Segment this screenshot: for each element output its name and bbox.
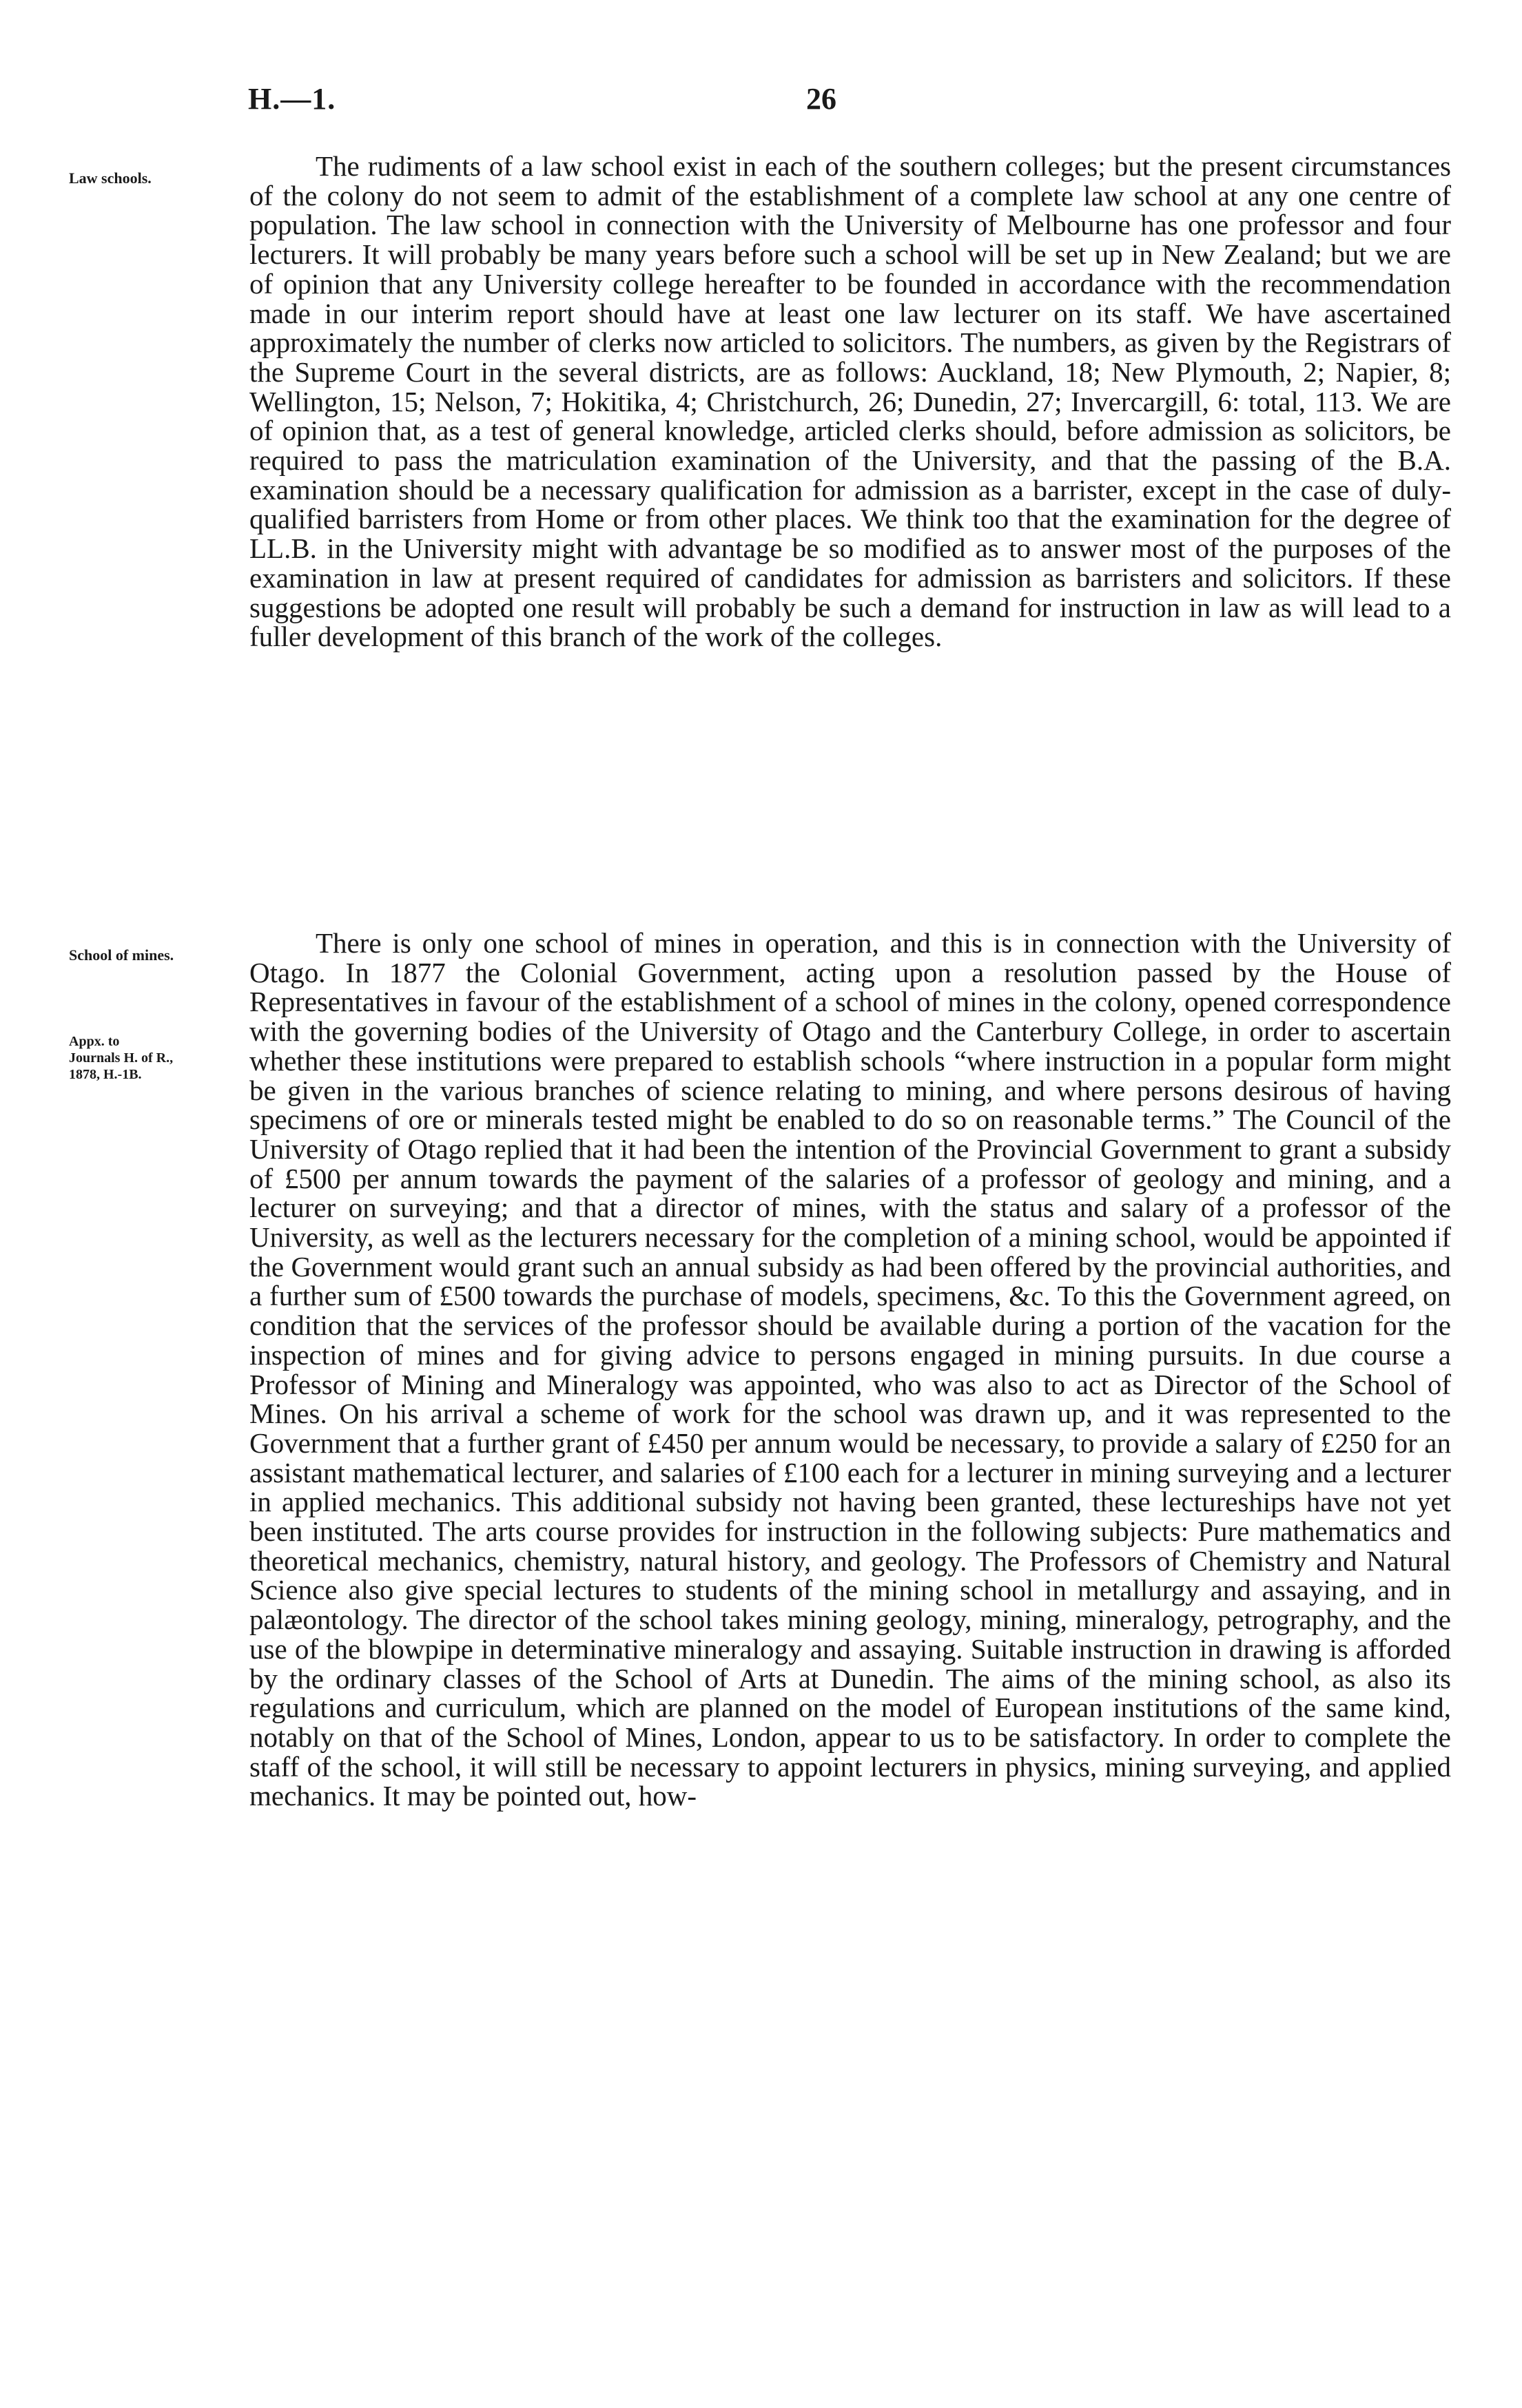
margin-note-school-of-mines: School of mines. bbox=[69, 946, 174, 964]
paragraph-school-of-mines: There is only one school of mines in operation, and this is in connection with the University of Otago. In 1877 the Colonial Government, acting upon a resolution passed by the House of Representatives in favour of the establishment of a school of mines in the colony, opened correspondence with the governing bodies of the University of Otago and the Canterbury College, in order to ascertain whether these institutions were prepared to establish schools “where instruction in a popular form might be given in the various branches of science relating to mining, and where persons desirous of having specimens of ore or minerals tested might be enabled to do so on reasonable terms.” The Council of the University of Otago replied that it had been the intention of the Provincial Government to grant a subsidy of £500 per annum towards the payment of the salaries of a professor of geology and mining, and a lecturer on surveying; and that a director of mines, with the status and salary of a professor of the University, as well as the lecturers necessary for the completion of a mining school, would be appointed if the Government would grant such an annual subsidy as had been offered by the provincial authorities, and a further sum of £500 towards the purchase of models, specimens, &c. To this the Government agreed, on condition that the services of the professor should be available during a portion of the vacation for the inspection of mines and for giving advice to persons engaged in mining pursuits. In due course a Professor of Mining and Mineralogy was appointed, who was also to act as Director of the School of Mines. On his arrival a scheme of work for the school was drawn up, and it was represented to the Government that a further grant of £450 per annum would be necessary, to provide a salary of £250 for an assistant mathematical lecturer, and salaries of £100 each for a lecturer in mining surveying and a lecturer in applied mechanics. This additional subsidy not having been granted, these lectureships have not yet been instituted. The arts course provides for instruction in the following subjects: Pure mathematics and theoretical mechanics, chemistry, natural history, and geology. The Professors of Chemistry and Natural Science also give special lectures to students of the mining school in metallurgy and assaying, and in palæontology. The director of the school takes mining geology, mining, mineralogy, petrography, and the use of the blowpipe in determinative mineralogy and assaying. Suitable instruction in drawing is afforded by the ordinary classes of the School of Arts at Dunedin. The aims of the mining school, as also its regulations and curriculum, which are planned on the model of European institutions of the same kind, notably on that of the School of Mines, London, appear to us to be satisfactory. In order to complete the staff of the school, it will still be necessary to appoint lecturers in physics, mining surveying, and applied mechanics. It may be pointed out, how- bbox=[249, 927, 1451, 1812]
margin-note-appx-line2: Journals H. of R., bbox=[69, 1050, 174, 1066]
margin-note-appx-line3: 1878, H.-1B. bbox=[69, 1067, 142, 1082]
body-section-school-of-mines bbox=[249, 928, 1451, 1811]
paragraph-law-schools: The rudiments of a law school exist in each of the southern colleges; but the present circumstances of the colony do not seem to admit of the establishment of a complete law school at any one centre of population. The law school in connection with the University of Melbourne has one professor and four lecturers. It will probably be many years before such a school will be set up in New Zealand; but we are of opinion that any University college hereafter to be founded in accordance with the recommendation made in our interim report should have at least one law lecturer on its staff. We have ascertained approximately the number of clerks now articled to solicitors. The numbers, as given by the Registrars of the Supreme Court in the several districts, are as follows: Auckland, 18; New Plymouth, 2; Napier, 8; Wellington, 15; Nelson, 7; Hokitika, 4; Christchurch, 26; Dunedin, 27; Invercargill, 6: total, 113. We are of opinion that, as a test of general knowledge, articled clerks should, before admission as solicitors, be required to pass the matriculation examination of the University, and that the passing of the B.A. examination should be a necessary qualification for admission as a barrister, except in the case of duly-qualified barristers from Home or from other places. We think too that the examination for the degree of LL.B. in the University might with advantage be so modified as to answer most of the purposes of the examination in law at present required of candidates for admission as barristers and solicitors. If these suggestions be adopted one result will probably be such a demand for instruction in law as will lead to a fuller development of this branch of the work of the colleges. bbox=[249, 150, 1451, 653]
document-id: H.—1. bbox=[248, 82, 336, 116]
margin-note-appx-line1: Appx. to bbox=[69, 1034, 120, 1049]
margin-note-law-schools: Law schools. bbox=[69, 169, 152, 187]
page-number: 26 bbox=[806, 82, 836, 116]
body-section-law-schools bbox=[249, 152, 1451, 652]
